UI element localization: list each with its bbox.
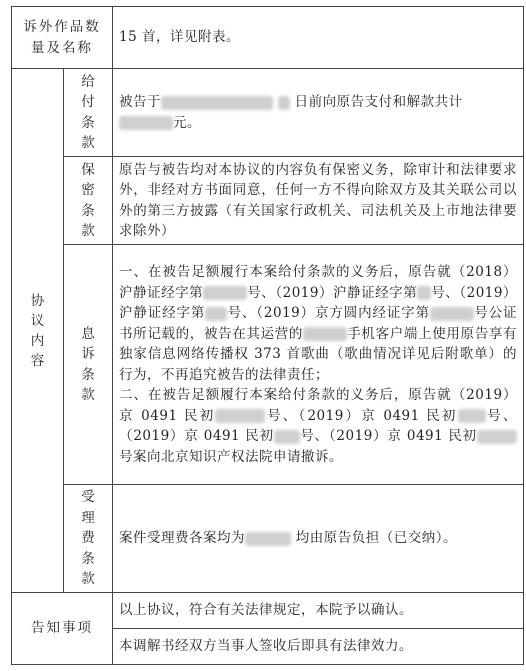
confidential-label-char: 密 [81,182,95,198]
fee-text-a: 案件受理费各案均为 [119,530,245,547]
withdraw-p2-b: 号、（2019）京 0491 民初 [265,407,458,424]
pay-label-char: 给 [81,73,95,90]
withdraw-label-char: 条 [81,366,95,383]
row-notice-1 [12,593,524,629]
works-label-line1: 诉外作品数 [23,19,101,35]
redaction [458,409,486,423]
pay-label-char: 付 [81,94,95,110]
notice-label-cell [12,593,113,665]
fee-label-char: 款 [81,571,95,588]
pay-text-b: 日前向原告支付和解款共计 [294,94,463,110]
confidential-label-char: 保 [81,161,95,178]
redaction [203,286,247,300]
works-content [113,7,524,69]
notice-line1: 以上协议，符合有关法律规定，本院予以确认。 [119,602,413,619]
group-label-cell [12,69,64,593]
redaction [278,96,290,110]
withdraw-p2-e: 号案向北京知识产权法院申请撤诉。 [119,448,343,465]
redaction [430,307,474,321]
fee-label-char: 条 [81,550,95,567]
confidential-label-char: 款 [81,223,95,239]
row-pay [12,69,524,157]
fee-text-b: 均由原告负担（已交纳）。 [295,530,458,547]
redaction [417,286,431,300]
fee-label-char: 费 [81,530,95,547]
confidential-content [113,157,524,245]
redaction [215,409,265,423]
pay-label-char: 款 [81,135,95,151]
notice-line1-cell [113,593,524,629]
withdraw-p2-d: 号、（2019）京 0491 民初 [299,428,478,444]
fee-label [64,485,113,593]
withdraw-label [64,245,113,485]
withdraw-p2-a: 二、在被告足额履行本案给付条款的义务后，原告就（2019）京 0491 民初 [119,387,517,424]
withdraw-label-char: 款 [81,387,95,403]
pay-label [64,69,113,157]
redaction [119,116,173,130]
row-works [12,7,524,69]
pay-content [113,69,524,157]
confidential-label-char: 条 [81,202,95,219]
redaction [477,430,517,444]
works-label-line2: 量及名称 [31,39,93,56]
pay-label-char: 条 [81,114,95,131]
fee-label-char: 受 [81,489,95,506]
withdraw-p1-d: 号、（2019）京方圆内经证字第 [227,305,430,321]
works-label [12,7,113,69]
withdraw-p1-e: 号公证书所记载的，被告在其运营的 [119,305,518,342]
withdraw-p1-f: 手机客户端上使用原告享有独家信息网络传播权 373 首歌曲（歌曲情况详见后附歌单）的行为，不再追究被告的法律责任； [119,325,518,383]
withdraw-label-char: 诉 [81,346,95,362]
withdraw-p1-b: 号、（2019）沪静证经字第 [247,284,418,301]
group-label: 协议内容 [30,292,45,369]
pay-text-a: 被告于 [119,94,161,110]
redaction [274,430,300,444]
confidential-text: 原告与被告均对本协议的内容负有保密义务，除审计和法律要求外，非经对方书面同意，任何一方不得向除双方及其关联公司以外的第三方披露（有关国家行政机关、司法机关及上市地法律要求除外） [119,161,517,239]
redaction [161,96,273,110]
row-confidential [12,157,524,245]
mediation-table [11,6,524,665]
withdraw-p1-c: 号、（2019）沪静证经字第 [119,284,518,321]
fee-label-char: 理 [81,509,95,526]
withdraw-p2-c: 号、（2019）京 0491 民初 [119,407,517,444]
notice-line2-cell [113,629,524,665]
redaction [205,307,227,321]
redaction [245,532,291,546]
withdraw-content [113,245,524,485]
pay-text-c: 元。 [173,114,201,131]
withdraw-p1-a: 一、在被告足额履行本案给付条款的义务后，原告就（2018）沪静证经字第 [119,264,517,301]
row-withdraw [12,245,524,485]
notice-line2: 本调解书经双方当事人签收后即具有法律效力。 [119,638,413,655]
fee-content [113,485,524,593]
redaction [303,327,347,341]
works-content-text: 15 首，详见附表。 [119,29,240,46]
confidential-label [64,157,113,245]
withdraw-label-char: 息 [81,325,95,342]
row-fee [12,485,524,593]
notice-label: 告知事项 [31,620,93,637]
